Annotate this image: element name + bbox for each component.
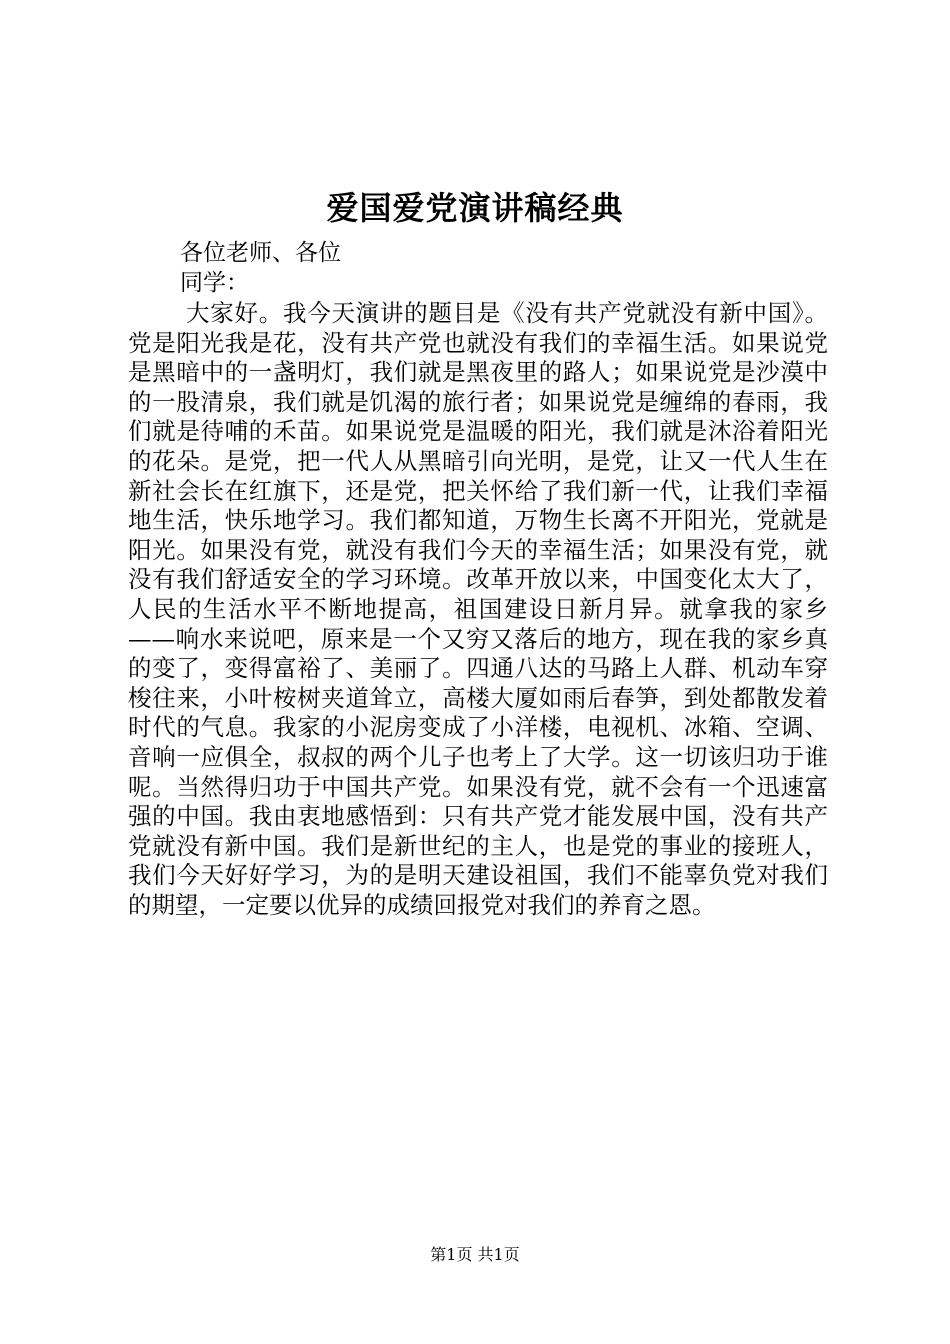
speech-body-paragraph: 大家好。我今天演讲的题目是《没有共产党就没有新中国》。党是阳光我是花，没有共产党也就没有我们的幸福生活。如果说党是黑暗中的一盏明灯，我们就是黑夜里的路人；如果说党是沙漠中的一股清泉，我们就是饥渴的旅行者；如果说党是缠绵的春雨，我们就是待哺的禾苗。如果说党是温暖的阳光，我们就是沐浴着阳光的花朵。是党，把一代人从黑暗引向光明，是党，让又一代人生在新社会长在红旗下，还是党，把关怀给了我们新一代，让我们幸福地生活，快乐地学习。我们都知道，万物生长离不开阳光，党就是阳光。如果没有党，就没有我们今天的幸福生活；如果没有党，就没有我们舒适安全的学习环境。改革开放以来，中国变化太大了，人民的生活水平不断地提高，祖国建设日新月异。就拿我的家乡——响水来说吧，原来是一个又穷又落后的地方，现在我的家乡真的变了，变得富裕了、美丽了。四通八达的马路上人群、机动车穿梭往来，小叶桉树夹道耸立，高楼大厦如雨后春笋，到处都散发着时代的气息。我家的小泥房变成了小洋楼，电视机、冰箱、空调、音响一应俱全，叔叔的两个儿子也考上了大学。这一切该归功于谁呢。当然得归功于中国共产党。如果没有党，就不会有一个迅速富强的中国。我由衷地感悟到：只有共产党才能发展中国，没有共产党就没有新中国。我们是新世纪的主人，也是党的事业的接班人，我们今天好好学习，为的是明天建设祖国，我们不能辜负党对我们的期望，一定要以优异的成绩回报党对我们的养育之恩。: [128, 299, 828, 919]
page-footer: 第1页 共1页: [430, 1245, 520, 1264]
salutation-line-2: 同学：: [180, 270, 249, 296]
document-title: 爱国爱党演讲稿经典: [326, 189, 624, 227]
salutation-line-1: 各位老师、各位: [180, 240, 341, 266]
